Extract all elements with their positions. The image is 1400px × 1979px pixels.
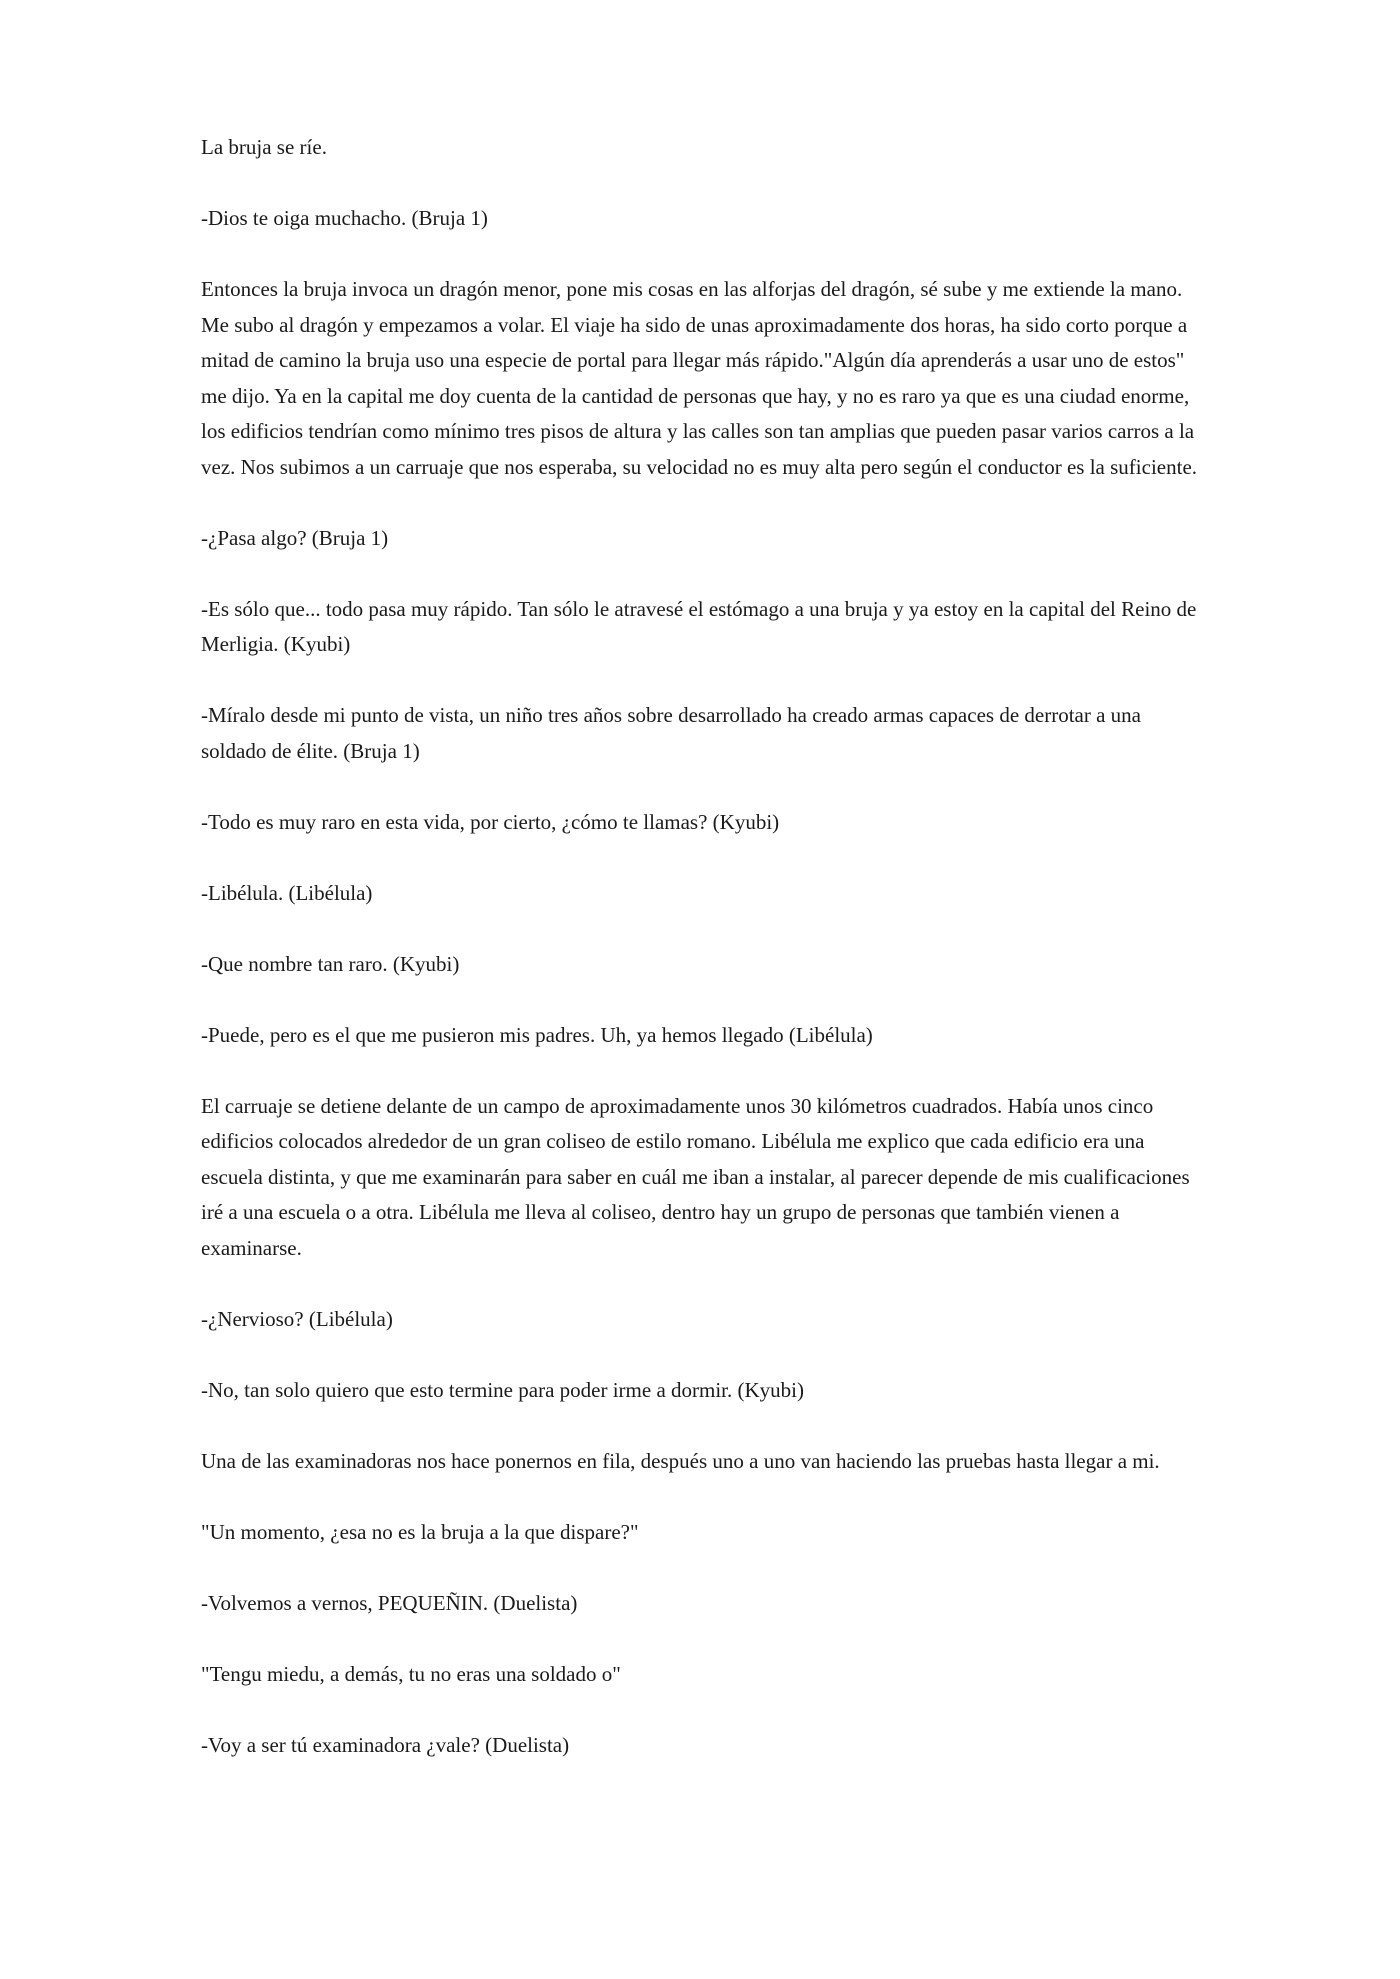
paragraph: "Tengu miedu, a demás, tu no eras una soldado o" xyxy=(201,1661,621,1686)
paragraph: La bruja se ríe. xyxy=(201,135,327,159)
paragraph: -Libélula. (Libélula) xyxy=(201,880,373,905)
paragraph: -Míralo desde mi punto de vista, un niño tres años sobre desarrollado ha creado armas capaces de derrotar a una soldado de élite. (Bruja 1) xyxy=(201,703,1141,763)
paragraph: -¿Pasa algo? (Bruja 1) xyxy=(201,525,389,550)
paragraph: -¿Nervioso? (Libélula) xyxy=(201,1306,393,1331)
paragraph: Una de las examinadoras nos hace ponernos en fila, después uno a uno van haciendo las pruebas hasta llegar a mi. xyxy=(201,1448,1160,1473)
paragraph: -Voy a ser tú examinadora ¿vale? (Duelista) xyxy=(201,1732,570,1757)
paragraph: -Que nombre tan raro. (Kyubi) xyxy=(201,951,460,976)
paragraph: -Dios te oiga muchacho. (Bruja 1) xyxy=(201,206,488,230)
document-body xyxy=(201,130,1211,1799)
paragraph: El carruaje se detiene delante de un campo de aproximadamente unos 30 kilómetros cuadrados. Había unos cinco edificios colocados alrededor de un gran coliseo de estilo romano. Libélula me explico que cada edificio era una escuela distinta, y que me examinarán para saber en cuál me iban a instalar, al parecer depende de mis cualificaciones iré a una escuela o a otra. Libélula me lleva al coliseo, dentro hay un grupo de personas que también vienen a examinarse. xyxy=(201,1093,1190,1260)
paragraph: -Todo es muy raro en esta vida, por cierto, ¿cómo te llamas? (Kyubi) xyxy=(201,809,780,834)
paragraph: -No, tan solo quiero que esto termine para poder irme a dormir. (Kyubi) xyxy=(201,1377,804,1402)
paragraph: -Puede, pero es el que me pusieron mis padres. Uh, ya hemos llegado (Libélula) xyxy=(201,1022,873,1047)
paragraph: -Volvemos a vernos, PEQUEÑIN. (Duelista) xyxy=(201,1590,578,1615)
paragraph: -Es sólo que... todo pasa muy rápido. Tan sólo le atravesé el estómago a una bruja y ya estoy en la capital del Reino de Merligia. (Kyubi) xyxy=(201,596,1197,656)
paragraph: Entonces la bruja invoca un dragón menor, pone mis cosas en las alforjas del dragón, sé sube y me extiende la mano. Me subo al dragón y empezamos a volar. El viaje ha sido de unas aproximadamente dos horas, ha sido corto porque a mitad de camino la bruja uso una especie de portal para llegar más rápido."Algún día aprenderás a usar uno de estos" me dijo. Ya en la capital me doy cuenta de la cantidad de personas que hay, y no es raro ya que es una ciudad enorme, los edificios tendrían como mínimo tres pisos de altura y las calles son tan amplias que pueden pasar varios carros a la vez. Nos subimos a un carruaje que nos esperaba, su velocidad no es muy alta pero según el conductor es la suficiente. xyxy=(201,277,1198,479)
paragraph: "Un momento, ¿esa no es la bruja a la que dispare?" xyxy=(201,1519,639,1544)
